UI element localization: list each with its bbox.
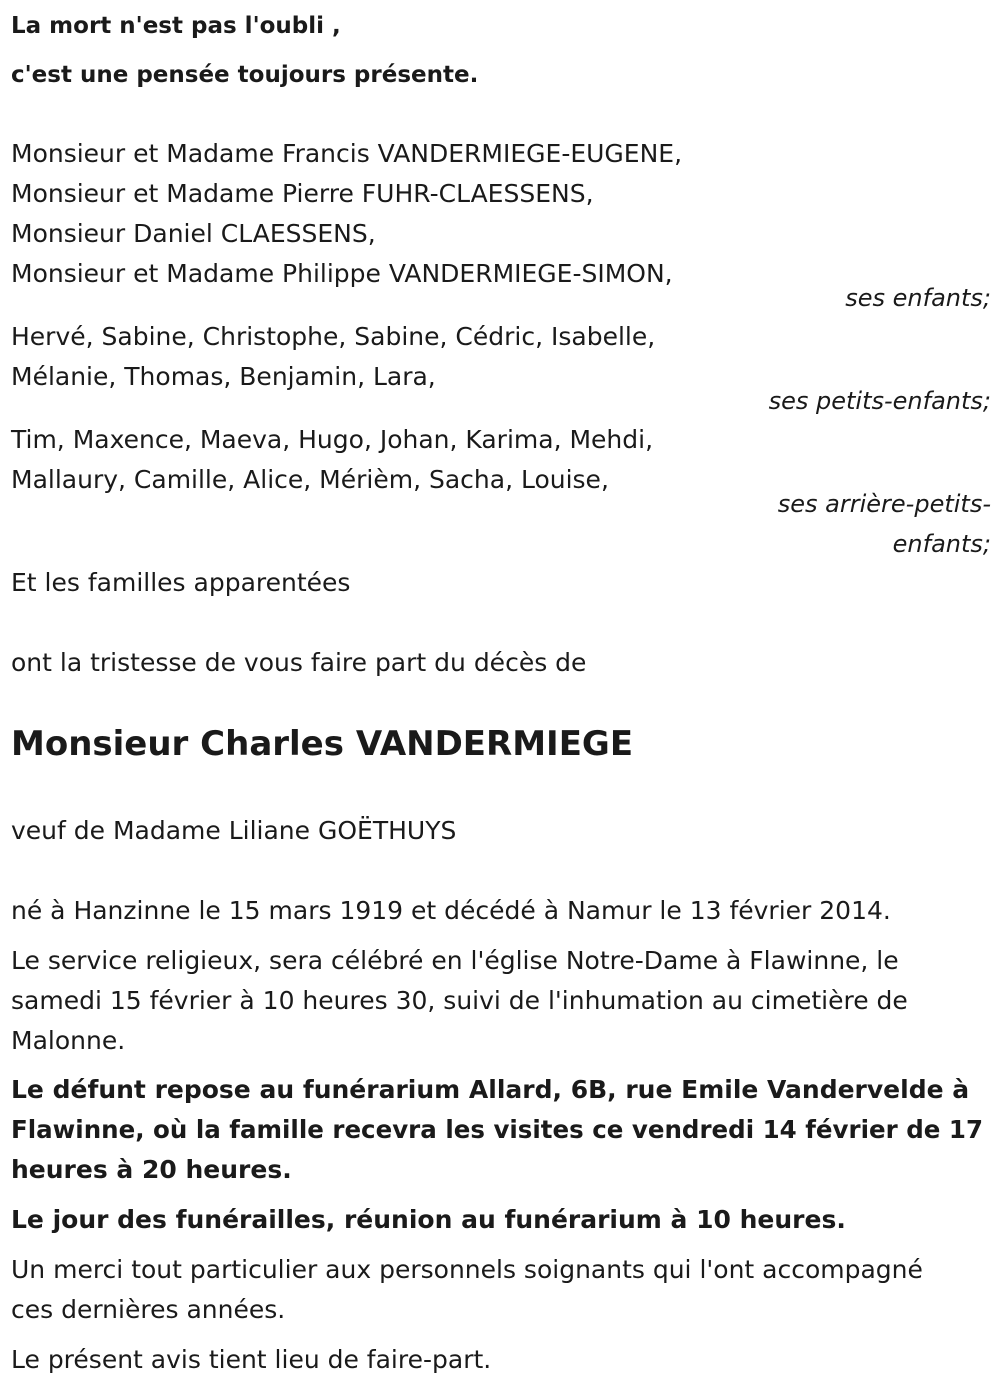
thanks-line-2: ces dernières années.	[11, 1295, 286, 1324]
great-grandchildren-line-1: Tim, Maxence, Maeva, Hugo, Johan, Karima, Mehdi,	[11, 425, 654, 454]
visitation-line-1: Le défunt repose au funérarium Allard, 6B, rue Emile Vandervelde à	[11, 1075, 970, 1104]
child-line-2: Monsieur et Madame Pierre FUHR-CLAESSENS,	[11, 179, 594, 208]
deceased-name: Monsieur Charles VANDERMIEGE	[11, 724, 634, 764]
birth-death-line: né à Hanzinne le 15 mars 1919 et décédé à Namur le 13 février 2014.	[11, 896, 891, 925]
great-grandchildren-line-2: Mallaury, Camille, Alice, Mérièm, Sacha, Louise,	[11, 465, 609, 494]
child-line-4: Monsieur et Madame Philippe VANDERMIEGE-SIMON,	[11, 259, 673, 288]
child-line-1: Monsieur et Madame Francis VANDERMIEGE-EUGENE,	[11, 139, 683, 168]
service-line-2: samedi 15 février à 10 heures 30, suivi de l'inhumation au cimetière de	[11, 986, 908, 1015]
role-children: ses enfants;	[845, 284, 991, 312]
grandchildren-line-1: Hervé, Sabine, Christophe, Sabine, Cédric, Isabelle,	[11, 322, 656, 351]
child-line-3: Monsieur Daniel CLAESSENS,	[11, 219, 376, 248]
visitation-line-2: Flawinne, où la famille recevra les visites ce vendredi 14 février de 17	[11, 1115, 983, 1144]
role-great-grandchildren-1: ses arrière-petits-	[777, 490, 991, 518]
quote-line-1: La mort n'est pas l'oubli ,	[11, 13, 341, 39]
quote-line-2: c'est une pensée toujours présente.	[11, 62, 479, 88]
thanks-line-1: Un merci tout particulier aux personnels soignants qui l'ont accompagné	[11, 1255, 923, 1284]
announcement-line: ont la tristesse de vous faire part du décès de	[11, 648, 587, 677]
families-line: Et les familles apparentées	[11, 568, 351, 597]
grandchildren-line-2: Mélanie, Thomas, Benjamin, Lara,	[11, 362, 436, 391]
role-great-grandchildren-2: enfants;	[892, 530, 991, 558]
widower-line: veuf de Madame Liliane GOËTHUYS	[11, 816, 457, 845]
role-grandchildren: ses petits-enfants;	[768, 387, 991, 415]
funeral-day-line: Le jour des funérailles, réunion au funérarium à 10 heures.	[11, 1205, 846, 1234]
visitation-line-3: heures à 20 heures.	[11, 1155, 292, 1184]
notice-line: Le présent avis tient lieu de faire-part.	[11, 1345, 492, 1374]
service-line-3: Malonne.	[11, 1026, 126, 1055]
service-line-1: Le service religieux, sera célébré en l'église Notre-Dame à Flawinne, le	[11, 946, 899, 975]
